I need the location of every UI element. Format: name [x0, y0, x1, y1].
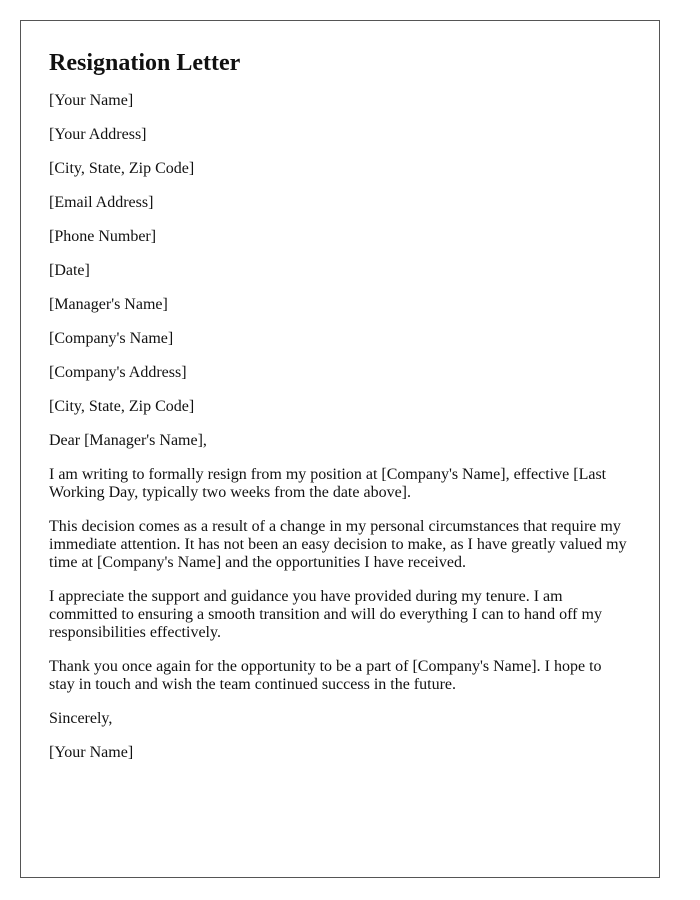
recipient-company-name: [Company's Name]	[49, 330, 174, 347]
sender-email: [Email Address]	[49, 194, 154, 211]
signature: [Your Name]	[49, 744, 134, 761]
body-paragraph-1: I am writing to formally resign from my position at [Company's Name], effective [Last Working Day, typically two weeks from the date above].	[49, 466, 607, 501]
letter-page	[20, 20, 660, 878]
body-paragraph-3: I appreciate the support and guidance you have provided during my tenure. I am committed to ensuring a smooth transition and will do everything I can to hand off my responsibilities effectively.	[49, 588, 602, 641]
salutation: Dear [Manager's Name],	[49, 432, 207, 449]
sender-phone: [Phone Number]	[49, 228, 157, 245]
body-paragraph-2: This decision comes as a result of a change in my personal circumstances that require my immediate attention. It has not been an easy decision to make, as I have greatly valued my time at [Company's Name] and the opportunities I have received.	[49, 518, 627, 571]
closing: Sincerely,	[49, 710, 113, 727]
recipient-city-state-zip: [City, State, Zip Code]	[49, 398, 195, 415]
letter-title: Resignation Letter	[49, 50, 241, 76]
sender-name: [Your Name]	[49, 92, 134, 109]
letter-date: [Date]	[49, 262, 90, 279]
sender-address: [Your Address]	[49, 126, 147, 143]
body-paragraph-4: Thank you once again for the opportunity to be a part of [Company's Name]. I hope to stay in touch and wish the team continued success in the future.	[49, 658, 602, 693]
sender-city-state-zip: [City, State, Zip Code]	[49, 160, 195, 177]
recipient-manager-name: [Manager's Name]	[49, 296, 168, 313]
recipient-company-address: [Company's Address]	[49, 364, 187, 381]
